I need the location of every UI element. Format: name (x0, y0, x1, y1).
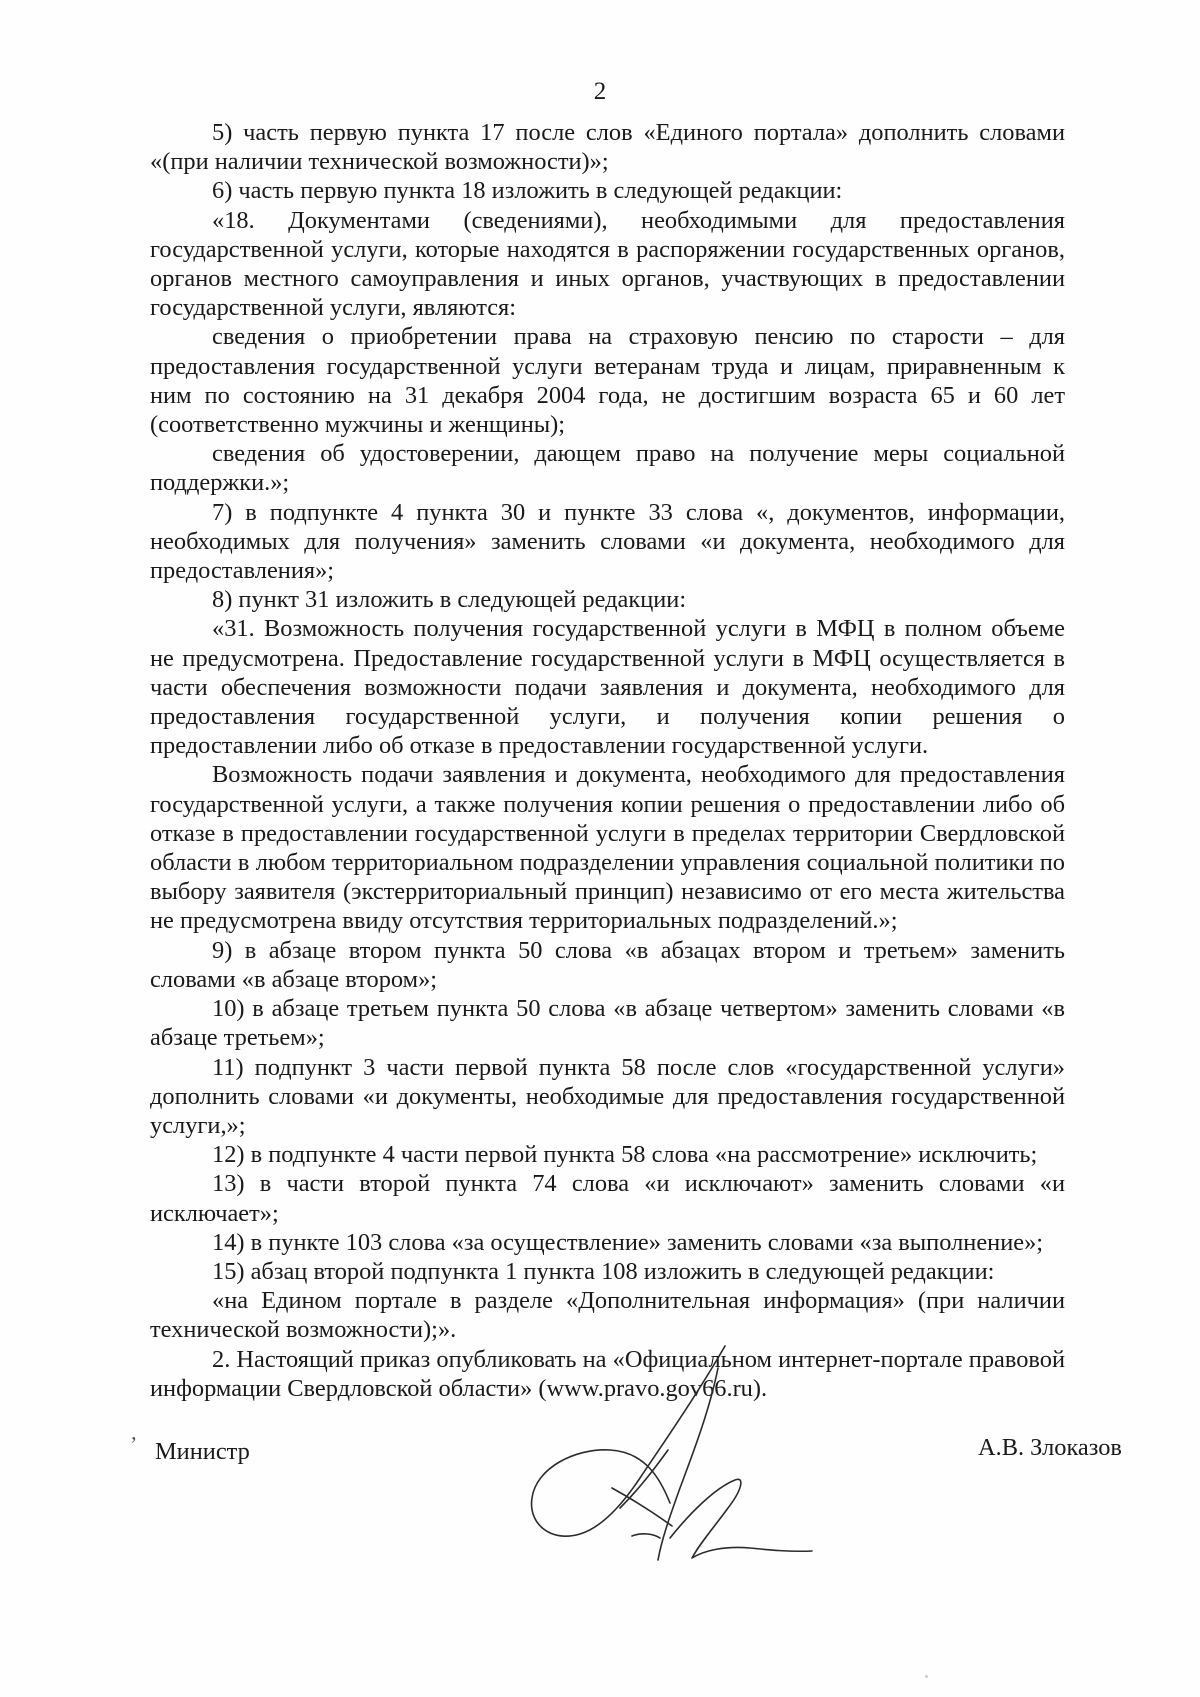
paragraph-quote-18: «18. Документами (сведениями), необходимыми для предоставления государственной услуги, которые находятся в распоряжении государственных органов, органов местного самоуправления и иных органов, участвующих в предоставлении государственной услуги, являются: (150, 206, 1065, 322)
paragraph-quote-portal: «на Едином портале в разделе «Дополнительная информация» (при наличии технической возможности);». (150, 1287, 1065, 1344)
paragraph-item-12: 12) в подпункте 4 части первой пункта 58 слова «на рассмотрение» исключить; (212, 1141, 1038, 1169)
signatory-title: Министр (155, 1438, 250, 1465)
paragraph-extraterritorial: Возможность подачи заявления и документа, необходимого для предоставления государственной услуги, а также получения копии решения о предоставлении либо об отказе в предоставлении государственной услуги в пределах территории Свердловской области в любом территориальном подразделении управления социальной политики по выбору заявителя (экстерриториальный принцип) независимо от его места жительства не предусмотрена ввиду отсутствия территориальных подразделений.»; (150, 761, 1065, 935)
paragraph-item-5: 5) часть первую пункта 17 после слов «Единого портала» дополнить словами «(при наличии технической возможности)»; (150, 119, 1065, 176)
handwritten-signature (520, 1338, 820, 1588)
paragraph-item-9: 9) в абзаце втором пункта 50 слова «в абзацах втором и третьем» заменить словами «в абзаце втором»; (150, 936, 1065, 993)
paragraph-certificate-info: сведения об удостоверении, дающем право на получение меры социальной поддержки.»; (150, 440, 1065, 497)
margin-mark: ʼ (130, 1432, 138, 1457)
page-number: 2 (593, 78, 607, 105)
paragraph-item-13: 13) в части второй пункта 74 слова «и исключают» заменить словами «и исключает»; (150, 1170, 1065, 1227)
signature-block (0, 1420, 1200, 1620)
paragraph-item-7: 7) в подпункте 4 пункта 30 и пункте 33 слова «, документов, информации, необходимых для получения» заменить словами «и документа, необходимого для предоставления»; (150, 498, 1065, 585)
paragraph-item-14: 14) в пункте 103 слова «за осуществление» заменить словами «за выполнение»; (212, 1228, 1044, 1256)
paragraph-quote-31: «31. Возможность получения государственной услуги в МФЦ в полном объеме не предусмотрена. Предоставление государственной услуги в МФЦ осуществляется в части обеспечения возможности подачи заявления и документа, необходимого для предоставления государственной услуги, и получения копии решения о предоставлении либо об отказе в предоставлении государственной услуги. (150, 615, 1065, 760)
signatory-name: А.В. Злоказов (978, 1434, 1122, 1461)
paragraph-pension-info: сведения о приобретении права на страховую пенсию по старости – для предоставления государственной услуги ветеранам труда и лицам, приравненным к ним по состоянию на 31 декабря 2004 года, не достигшим возраста 65 и 60 лет (соответственно мужчины и женщины); (150, 323, 1065, 439)
paragraph-item-6: 6) часть первую пункта 18 изложить в следующей редакции: (212, 177, 843, 205)
scan-speck (925, 1675, 928, 1678)
paragraph-item-10: 10) в абзаце третьем пункта 50 слова «в абзаце четвертом» заменить словами «в абзаце третьем»; (150, 995, 1065, 1052)
paragraph-publication: 2. Настоящий приказ опубликовать на «Официальном интернет-портале правовой информации Свердловской области» (www.pravo.gov66.ru). (150, 1345, 1065, 1402)
paragraph-item-8: 8) пункт 31 изложить в следующей редакции: (212, 586, 687, 614)
paragraph-item-11: 11) подпункт 3 части первой пункта 58 после слов «государственной услуги» дополнить словами «и документы, необходимые для предоставления государственной услуги,»; (150, 1053, 1065, 1139)
document-body (150, 118, 1065, 1403)
paragraph-item-15: 15) абзац второй подпункта 1 пункта 108 изложить в следующей редакции: (212, 1257, 995, 1285)
